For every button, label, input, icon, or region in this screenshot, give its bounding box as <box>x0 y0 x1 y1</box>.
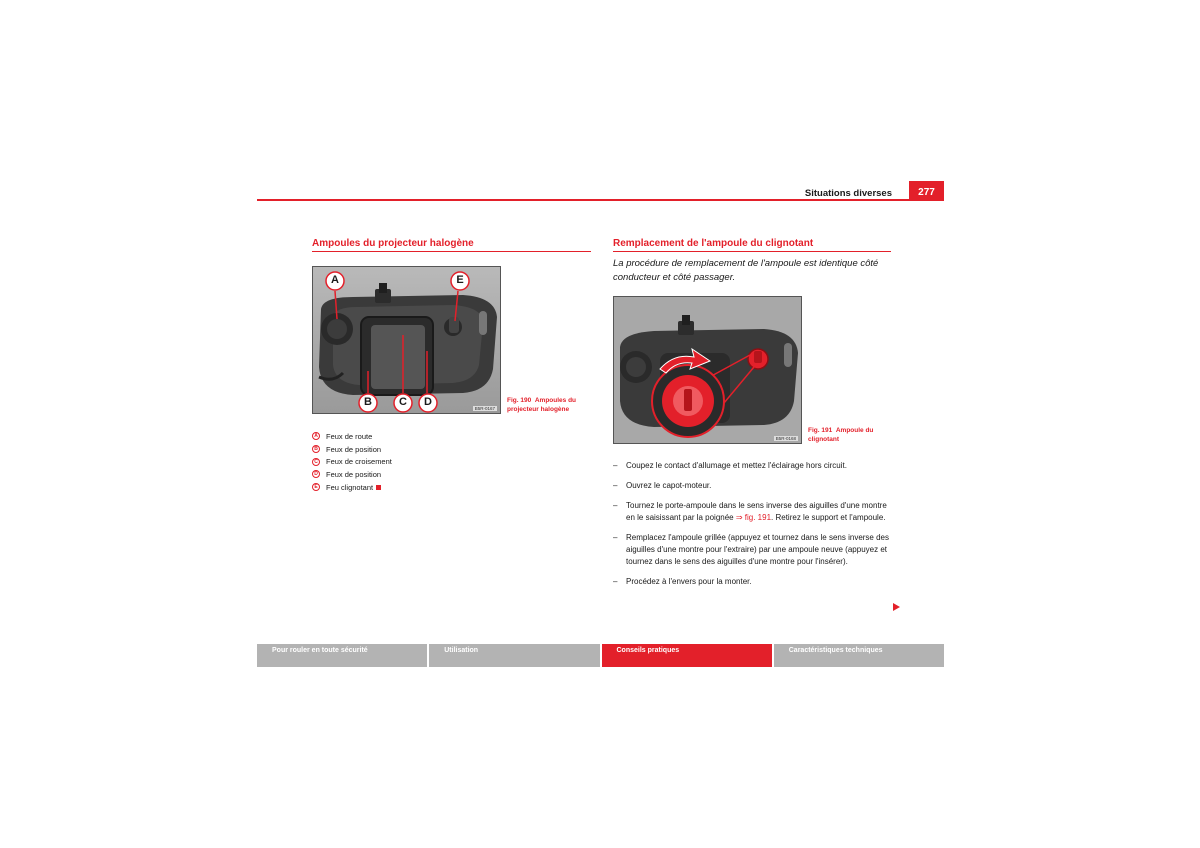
tab-conseils-pratiques[interactable]: Conseils pratiques <box>602 644 772 667</box>
step-dash: – <box>613 461 618 470</box>
step-item <box>613 480 895 492</box>
section-title: Situations diverses <box>804 188 892 199</box>
step-dash: – <box>613 500 618 510</box>
step-text: Procédez à l'envers pour la monter. <box>626 577 752 587</box>
callout-d: D <box>424 396 432 408</box>
bulb-legend <box>312 430 572 493</box>
step-dash: – <box>613 532 618 542</box>
figure-caption-text: Ampoule du clignotant <box>808 427 874 443</box>
end-of-section-icon <box>376 485 381 490</box>
legend-text: Feux de route <box>326 431 373 441</box>
step-text-before: Tournez le porte-ampoule dans le sens inverse des aiguilles d'une montre en le saisissant par la poignée <box>626 500 887 522</box>
figure-190-halogen-headlight <box>312 266 501 414</box>
continue-arrow-icon <box>893 603 900 611</box>
figure-191-caption <box>808 426 888 444</box>
legend-item <box>312 481 572 494</box>
step-item <box>613 500 895 525</box>
legend-text: Feux de position <box>326 444 382 454</box>
legend-badge: B <box>312 445 320 453</box>
step-item <box>613 576 895 588</box>
legend-badge: D <box>312 470 320 478</box>
legend-text: Feux de position <box>326 469 382 479</box>
figure-190-caption <box>507 396 587 414</box>
tab-utilisation[interactable]: Utilisation <box>429 644 599 667</box>
callout-b: B <box>364 396 372 408</box>
left-heading: Ampoules du projecteur halogène <box>312 238 591 252</box>
legend-item <box>312 468 572 481</box>
legend-text: Feu clignotant <box>326 482 374 492</box>
step-item <box>613 460 895 472</box>
step-dash: – <box>613 577 618 587</box>
step-text: Ouvrez le capot-moteur. <box>626 480 712 490</box>
legend-badge: C <box>312 458 320 466</box>
legend-item <box>312 455 572 468</box>
right-heading: Remplacement de l'ampoule du clignotant <box>613 238 891 252</box>
figure-number: Fig. 190 <box>507 397 532 404</box>
step-text: Coupez le contact d'allumage et mettez l'éclairage hors circuit. <box>626 461 847 470</box>
tab-pour-rouler[interactable]: Pour rouler en toute sécurité <box>257 644 427 667</box>
figure-code: B5R-0168 <box>775 436 796 441</box>
figure-caption-text: Ampoules du projecteur halogène <box>507 397 577 413</box>
callout-c: C <box>399 396 407 408</box>
intro-text: La procédure de remplacement de l'ampoule est identique côté conducteur et côté passager. <box>613 258 879 283</box>
step-item <box>613 532 895 569</box>
legend-item <box>312 443 572 456</box>
legend-item <box>312 430 572 443</box>
callout-a: A <box>331 274 339 286</box>
callout-e: E <box>456 274 464 286</box>
figure-191-indicator-bulb <box>613 296 802 444</box>
legend-text: Feux de croisement <box>326 457 392 467</box>
legend-badge: E <box>312 483 320 491</box>
figure-number: Fig. 191 <box>808 427 833 434</box>
legend-badge: A <box>312 432 320 440</box>
chapter-tabs <box>257 644 944 667</box>
step-text-after: . Retirez le support et l'ampoule. <box>771 512 886 522</box>
tab-caracteristiques[interactable]: Caractéristiques techniques <box>774 644 944 667</box>
page-number: 277 <box>909 181 944 201</box>
header-rule <box>257 199 909 201</box>
step-text: Remplacez l'ampoule grillée (appuyez et tournez dans le sens inverse des aiguilles d'une montre pour l'extraire) par une ampoule neuve (appuyez et tournez dans le sens des aiguilles d'une montre pour l'insérer). <box>626 532 890 567</box>
procedure-steps <box>613 460 895 596</box>
step-dash: – <box>613 480 618 490</box>
figure-code: B5R-0167 <box>474 406 495 411</box>
figure-cross-reference-link[interactable]: ⇒ fig. 191 <box>735 512 772 522</box>
step-text <box>626 500 895 525</box>
